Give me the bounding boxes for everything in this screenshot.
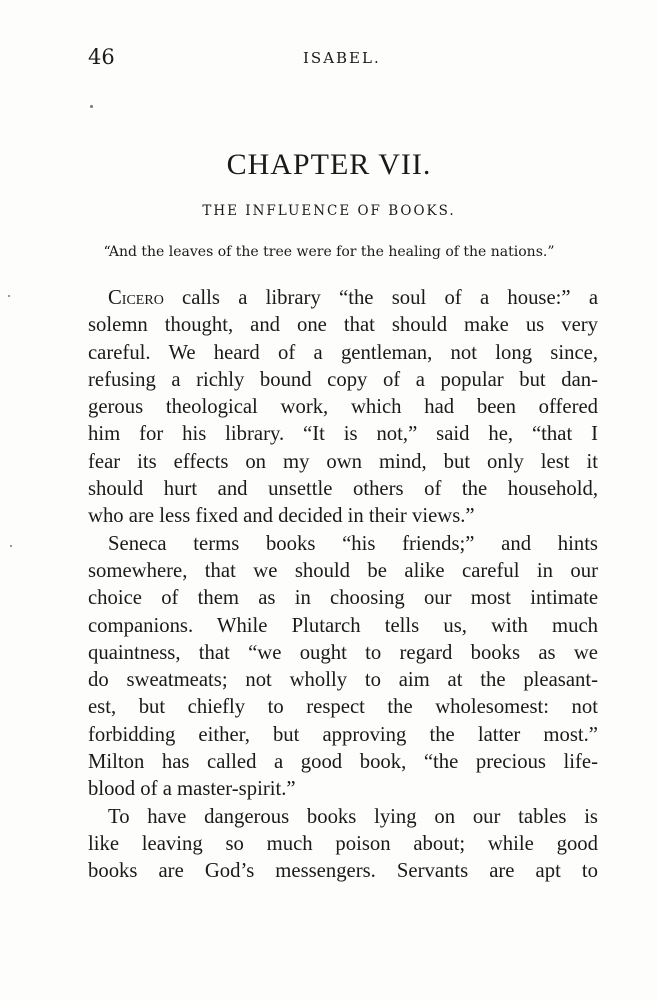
paragraph-line: books are God’s messengers. Servants are apt to xyxy=(88,860,598,883)
paragraph-line: somewhere, that we should be alike careful in our xyxy=(88,559,598,582)
paragraph-1 xyxy=(88,285,598,531)
paragraph-line: fear its effects on my own mind, but only lest it xyxy=(88,450,598,473)
paragraph-line: like leaving so much poison about; while good xyxy=(88,832,598,855)
paragraph-line: solemn thought, and one that should make us very xyxy=(88,314,598,337)
paragraph-line: him for his library. “It is not,” said he, “that I xyxy=(88,423,598,446)
paragraph-line: quaintness, that “we ought to regard books as we xyxy=(88,641,598,664)
paragraph-line: should hurt and unsettle others of the household, xyxy=(88,478,598,501)
paper-speck xyxy=(90,105,93,108)
paragraph-line: do sweatmeats; not wholly to aim at the pleasant- xyxy=(88,669,598,692)
paragraph-line: careful. We heard of a gentleman, not long since, xyxy=(88,341,598,364)
page-number: 46 xyxy=(88,45,115,69)
drop-word: Cicero xyxy=(108,287,164,309)
page-header xyxy=(88,45,588,75)
paragraph-line: blood of a master-spirit.” xyxy=(88,778,296,801)
paragraph-2 xyxy=(88,531,598,804)
paragraph-line: Cicero calls a library “the soul of a house:” a xyxy=(108,287,598,309)
body-text xyxy=(88,285,598,886)
paragraph-line: choice of them as in choosing our most intimate xyxy=(88,587,598,610)
chapter-subtitle: THE INFLUENCE OF BOOKS. xyxy=(202,203,456,219)
paragraph-line: Milton has called a good book, “the precious life- xyxy=(88,751,598,774)
paragraph-line: To have dangerous books lying on our tables is xyxy=(108,805,598,828)
chapter-title: CHAPTER VII. xyxy=(226,148,432,181)
paragraph-line: refusing a richly bound copy of a popular but dan- xyxy=(88,368,598,391)
paper-speck xyxy=(8,295,10,297)
paragraph-line: Seneca terms books “his friends;” and hints xyxy=(108,532,598,555)
epigraph: “And the leaves of the tree were for the healing of the nations.” xyxy=(103,244,555,260)
paragraph-line: est, but chiefly to respect the wholesomest: not xyxy=(88,696,598,719)
paragraph-3 xyxy=(88,804,598,886)
paragraph-line: who are less fixed and decided in their views.” xyxy=(88,505,475,528)
paragraph-line: forbidding either, but approving the latter most.” xyxy=(88,723,598,746)
running-head: ISABEL. xyxy=(303,49,381,67)
paper-speck xyxy=(10,545,12,547)
paragraph-line: gerous theological work, which had been offered xyxy=(88,396,598,419)
paragraph-line: companions. While Plutarch tells us, with much xyxy=(88,614,598,637)
